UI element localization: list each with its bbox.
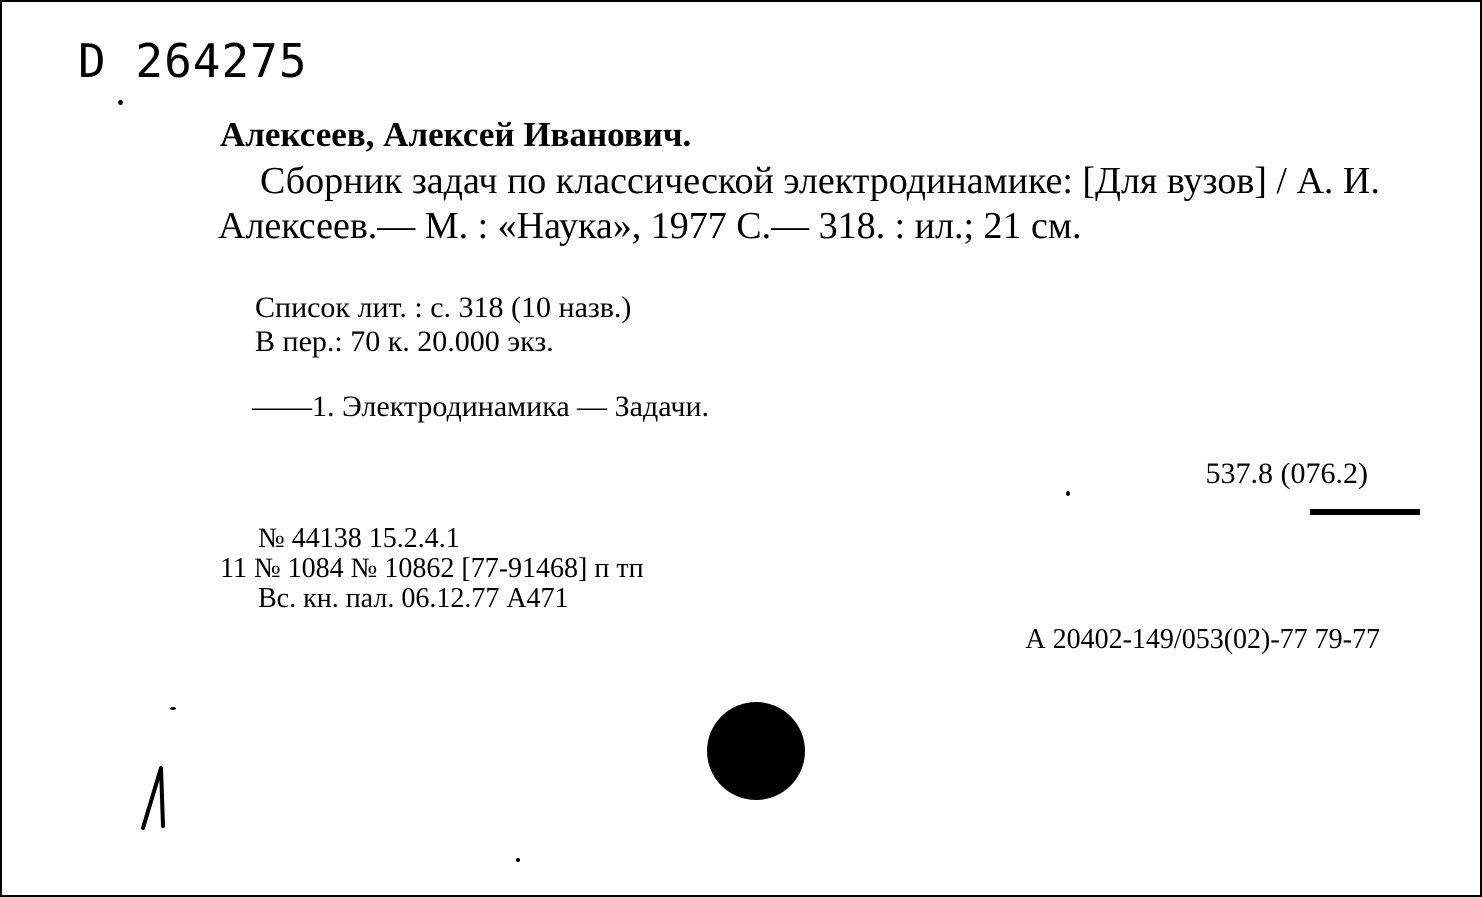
ink-speck (170, 707, 176, 710)
strikethrough-mark (1310, 509, 1420, 515)
footer-right-code: А 20402-149/053(02)-77 79-77 (1025, 624, 1380, 655)
ink-speck (118, 100, 123, 105)
footer-left-block (220, 524, 644, 614)
footer-line: 11 № 1084 № 10862 [77-91468] п тп (220, 553, 644, 584)
subject-tracing: ——1. Электродинамика — Задачи. (252, 390, 710, 423)
ink-speck (516, 858, 520, 862)
ink-speck (1066, 491, 1070, 496)
footer-line: № 44138 15.2.4.1 (258, 523, 460, 554)
title-statement: Сборник задач по классической электродинамике: [Для вузов] / А. И. Алексеев.— М. : «Наука», 1977 С.— 318. : ил.; 21 см. (218, 160, 1380, 247)
call-number: D 264275 (78, 34, 308, 88)
bibliography-note: Список лит. : с. 318 (10 назв.) (255, 291, 632, 324)
handwritten-mark-icon (137, 762, 177, 832)
udc-classification: 537.8 (076.2) (1205, 457, 1368, 490)
price-note: В пер.: 70 к. 20.000 экз. (255, 325, 554, 358)
punch-hole (707, 702, 805, 800)
footer-line: Вс. кн. пал. 06.12.77 А471 (258, 583, 569, 614)
author-heading: Алексеев, Алексей Иванович. (220, 115, 692, 154)
notes-block (255, 291, 631, 359)
